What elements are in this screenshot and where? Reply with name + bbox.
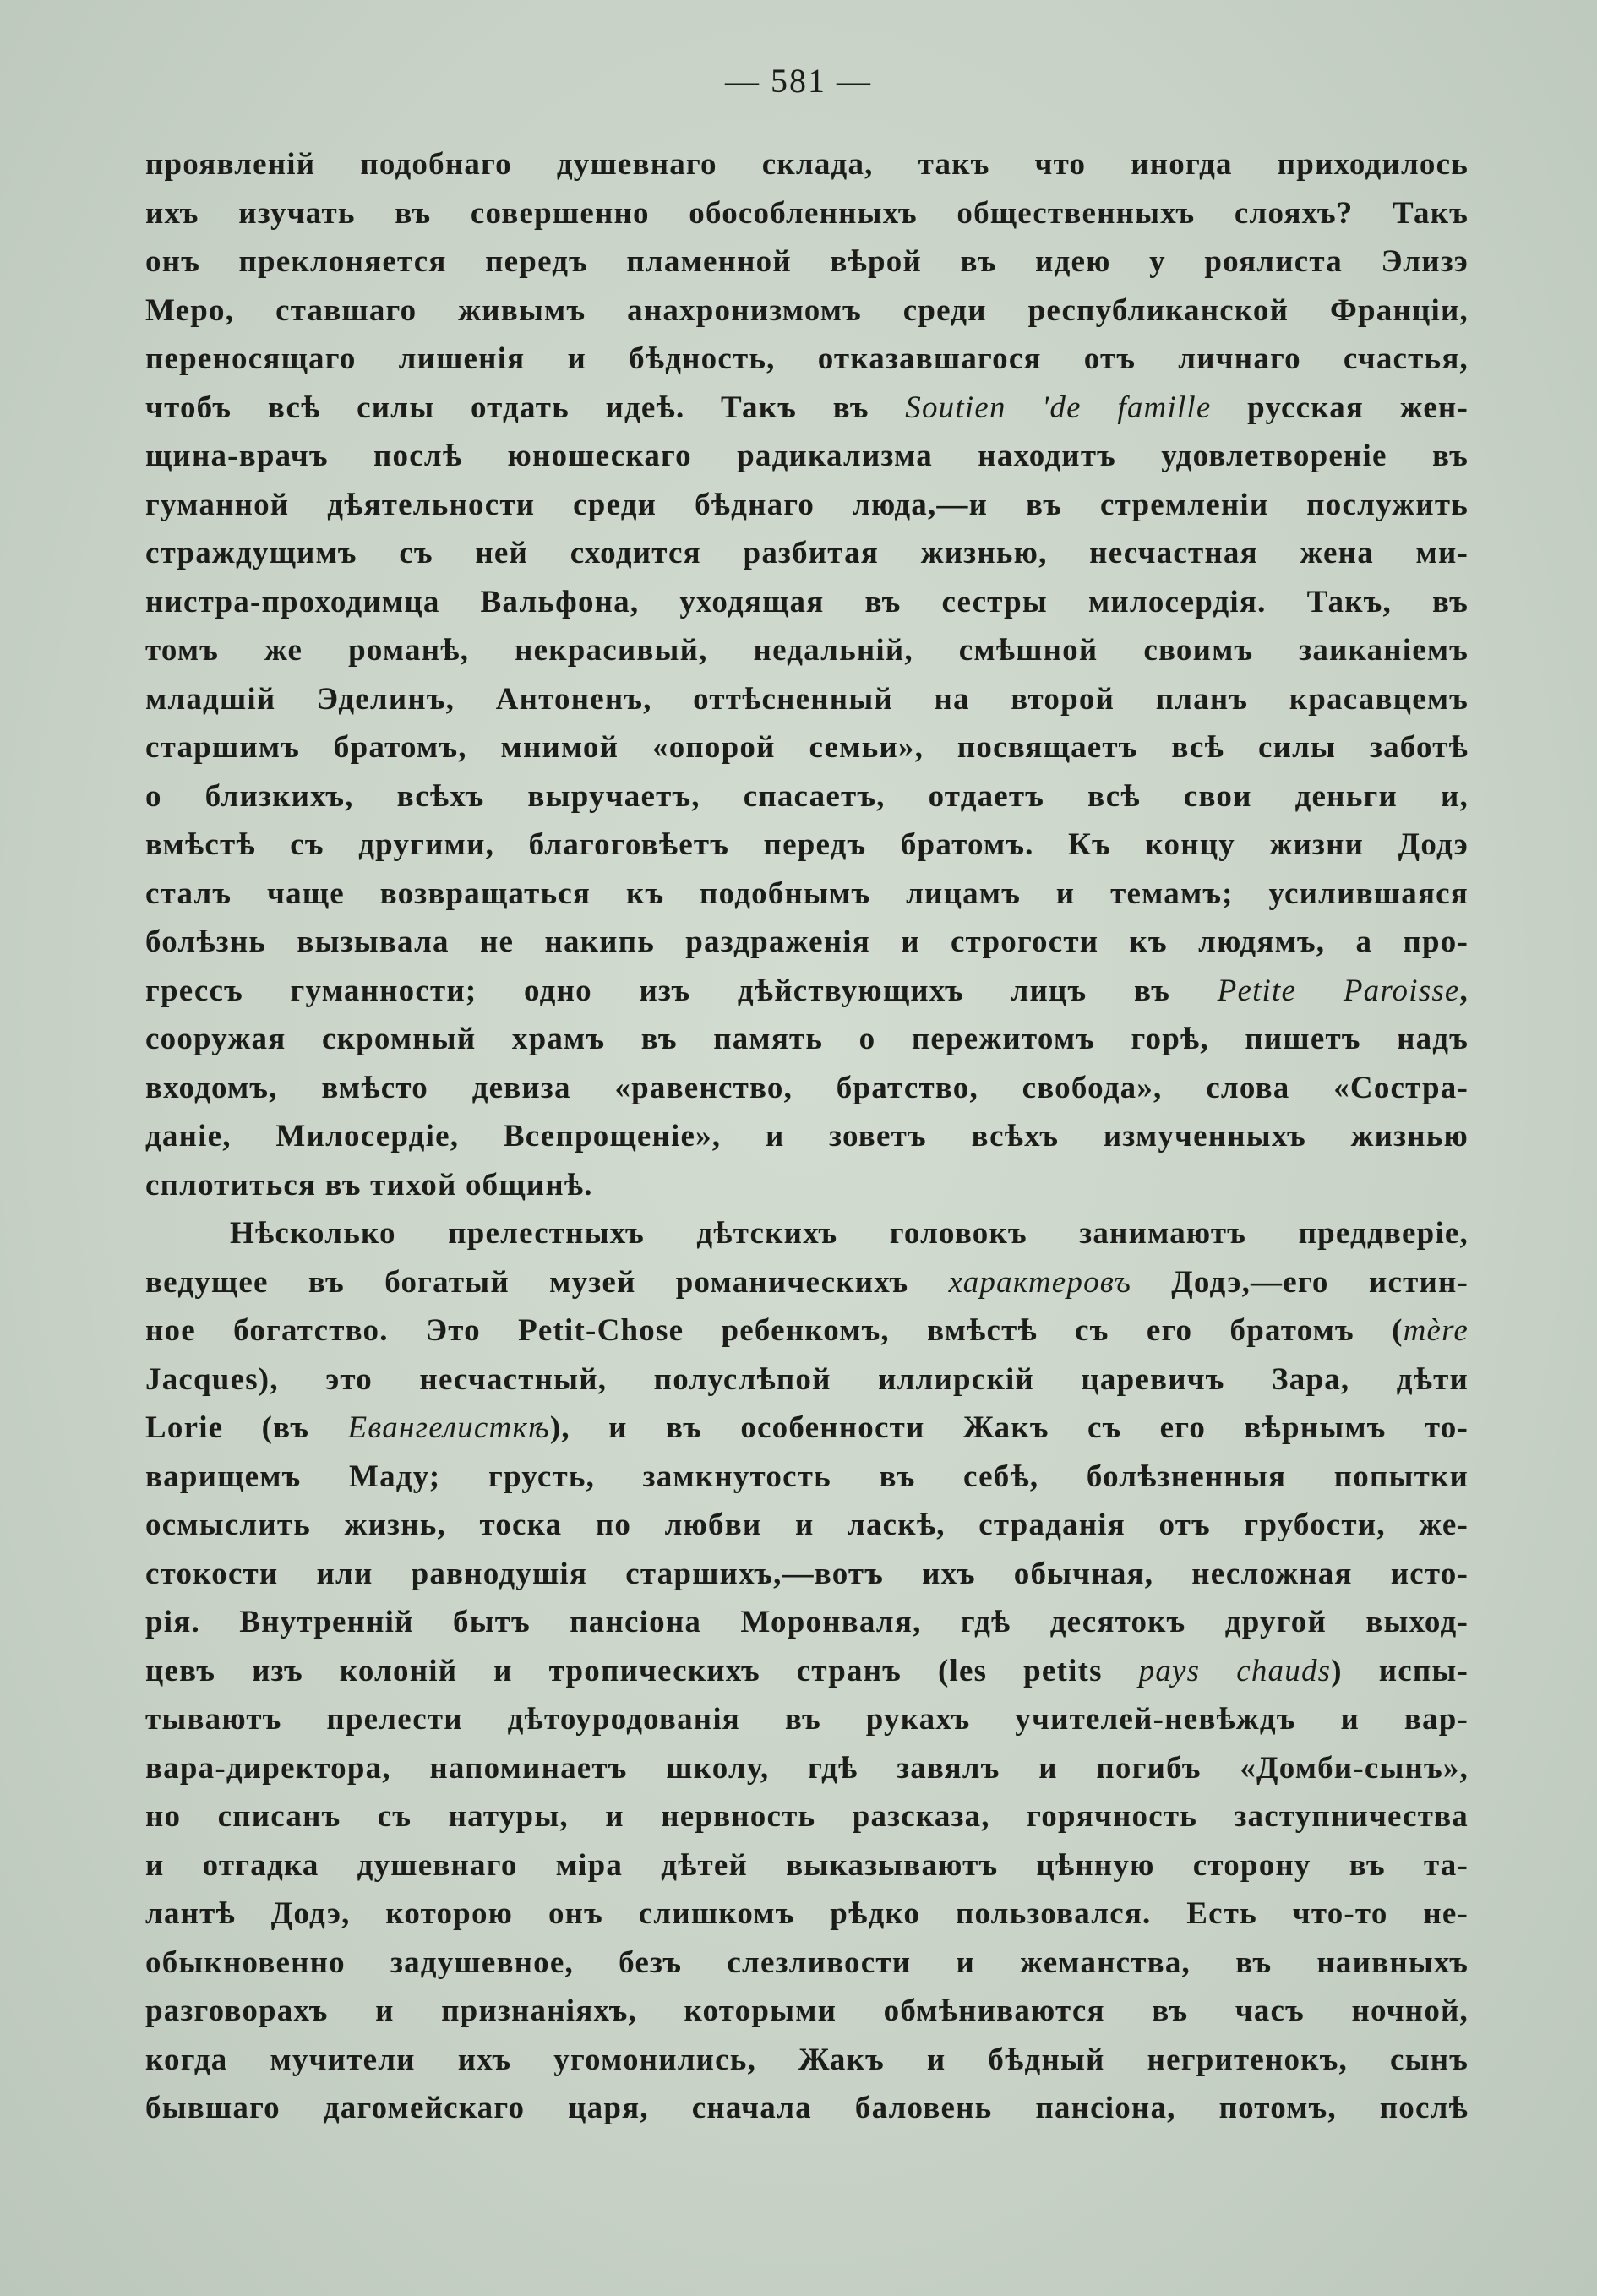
text-segment: гуманной дѣятельности среди бѣднаго люда,—и въ стремленіи послужить bbox=[145, 487, 1469, 522]
text-line bbox=[145, 1890, 1469, 1939]
text-segment: русская жен- bbox=[1211, 390, 1469, 425]
text-segment: цевъ изъ колоній и тропическихъ странъ (les petits bbox=[145, 1653, 1139, 1688]
text-line bbox=[145, 481, 1469, 530]
text-segment: сооружая скромный храмъ въ память о пережитомъ горѣ, пишетъ надъ bbox=[145, 1022, 1469, 1056]
text-segment: страждущимъ съ ней сходится разбитая жизнью, несчастная жена ми- bbox=[145, 536, 1469, 570]
text-line bbox=[145, 918, 1469, 967]
text-segment: осмыслить жизнь, тоска по любви и ласкѣ, страданія отъ грубости, же- bbox=[145, 1508, 1469, 1542]
text-line bbox=[145, 335, 1469, 384]
text-line bbox=[145, 821, 1469, 870]
text-line bbox=[145, 675, 1469, 724]
text-line bbox=[145, 870, 1469, 919]
paragraph bbox=[145, 140, 1469, 1209]
text-segment: ведущее въ богатый музей романическихъ bbox=[145, 1264, 949, 1300]
text-segment: обыкновенно задушевное, безъ слезливости и жеманства, въ наивныхъ bbox=[145, 1944, 1469, 1980]
text-line bbox=[145, 2084, 1469, 2133]
text-segment: , bbox=[1459, 973, 1469, 1008]
text-line bbox=[145, 578, 1469, 627]
text-segment: Нѣсколько прелестныхъ дѣтскихъ головокъ занимаютъ преддверіе, bbox=[230, 1216, 1469, 1251]
text-line bbox=[145, 723, 1469, 772]
body-text bbox=[145, 140, 1469, 2133]
text-segment: вмѣстѣ съ другими, благоговѣетъ передъ братомъ. Къ концу жизни Додэ bbox=[145, 827, 1469, 862]
text-line bbox=[145, 529, 1469, 578]
text-segment: Додэ,—его истин- bbox=[1131, 1264, 1469, 1300]
text-line bbox=[145, 1355, 1469, 1404]
text-segment: ), и въ особенности Жакъ съ его вѣрнымъ то- bbox=[549, 1410, 1469, 1445]
text-segment: нистра-проходимца Вальфона, уходящая въ сестры милосердія. Такъ, въ bbox=[145, 584, 1469, 619]
text-segment: лантѣ Додэ, которою онъ слишкомъ рѣдко пользовался. Есть что-то не- bbox=[145, 1896, 1469, 1931]
text-segment: входомъ, вмѣсто девиза «равенство, братство, свобода», слова «Состра- bbox=[145, 1070, 1469, 1105]
italic-title: Soutien 'de famille bbox=[905, 390, 1212, 425]
text-line bbox=[145, 1792, 1469, 1841]
text-line bbox=[145, 384, 1469, 433]
text-segment: вара-директора, напоминаетъ школу, гдѣ завялъ и погибъ «Домби-сынъ», bbox=[145, 1750, 1469, 1786]
page-number: — 581 — bbox=[725, 62, 872, 100]
text-segment: старшимъ братомъ, мнимой «опорой семьи», посвящаетъ всѣ силы заботѣ bbox=[145, 730, 1469, 765]
text-segment: ) испы- bbox=[1331, 1653, 1469, 1688]
text-line bbox=[145, 1695, 1469, 1744]
text-line bbox=[145, 1258, 1469, 1307]
italic-title: Petite Paroisse bbox=[1217, 973, 1460, 1008]
text-line bbox=[145, 2036, 1469, 2085]
text-segment: сплотиться въ тихой общинѣ. bbox=[145, 1167, 593, 1203]
text-line bbox=[145, 1939, 1469, 1988]
text-segment: Jacques), это несчастный, полуслѣпой иллирскій царевичъ Зара, дѣти bbox=[145, 1361, 1469, 1397]
text-line bbox=[145, 1453, 1469, 1502]
italic-title: mère bbox=[1403, 1313, 1469, 1348]
text-segment: проявленій подобнаго душевнаго склада, такъ что иногда приходилось bbox=[145, 147, 1469, 182]
text-line bbox=[145, 1209, 1469, 1258]
text-line bbox=[145, 1015, 1469, 1064]
text-line bbox=[145, 1550, 1469, 1599]
text-line bbox=[145, 1161, 1469, 1210]
text-segment: Lorie (въ bbox=[145, 1410, 348, 1445]
text-line bbox=[145, 286, 1469, 335]
text-segment: ихъ изучать въ совершенно обособленныхъ общественныхъ слояхъ? Такъ bbox=[145, 195, 1469, 231]
text-segment: разговорахъ и признаніяхъ, которыми обмѣниваются въ часъ ночной, bbox=[145, 1993, 1469, 2028]
text-segment: младшій Эделинъ, Антоненъ, оттѣсненный на второй планъ красавцемъ bbox=[145, 681, 1469, 717]
paragraph bbox=[145, 1209, 1469, 2133]
text-segment: Меро, ставшаго живымъ анахронизмомъ среди республиканской Франціи, bbox=[145, 292, 1469, 328]
italic-title: pays chauds bbox=[1138, 1653, 1332, 1688]
text-segment: рія. Внутренній бытъ пансіона Моронваля, гдѣ десятокъ другой выход- bbox=[145, 1605, 1469, 1639]
text-line bbox=[145, 189, 1469, 238]
text-line bbox=[145, 432, 1469, 481]
text-segment: и отгадка душевнаго міра дѣтей выказываютъ цѣнную сторону въ та- bbox=[145, 1847, 1469, 1883]
text-segment: но списанъ съ натуры, и нервность разсказа, горячность заступничества bbox=[145, 1799, 1469, 1834]
text-segment: когда мучители ихъ угомонились, Жакъ и бѣдный негритенокъ, сынъ bbox=[145, 2042, 1469, 2077]
text-line bbox=[145, 967, 1469, 1016]
text-segment: переносящаго лишенія и бѣдность, отказавшагося отъ личнаго счастья, bbox=[145, 341, 1469, 376]
text-segment: болѣзнь вызывала не накипь раздраженія и строгости къ людямъ, а про- bbox=[145, 924, 1469, 959]
text-line bbox=[145, 626, 1469, 675]
text-segment: бывшаго дагомейскаго царя, сначала баловень пансіона, потомъ, послѣ bbox=[145, 2091, 1469, 2125]
italic-title: Евангелисткѣ bbox=[347, 1410, 550, 1445]
text-line bbox=[145, 1647, 1469, 1696]
text-segment: сталъ чаще возвращаться къ подобнымъ лицамъ и темамъ; усилившаяся bbox=[145, 875, 1469, 911]
text-segment: варищемъ Маду; грусть, замкнутость въ себѣ, болѣзненныя попытки bbox=[145, 1459, 1469, 1494]
text-segment: о близкихъ, всѣхъ выручаетъ, спасаетъ, отдаетъ всѣ свои деньги и, bbox=[145, 778, 1469, 814]
text-segment: чтобъ всѣ силы отдать идеѣ. Такъ въ bbox=[145, 390, 906, 425]
italic-title: характеровъ bbox=[948, 1264, 1131, 1300]
text-line bbox=[145, 1306, 1469, 1355]
text-line bbox=[145, 237, 1469, 286]
text-line bbox=[145, 772, 1469, 821]
text-segment: стокости или равнодушія старшихъ,—вотъ ихъ обычная, несложная исто- bbox=[145, 1556, 1469, 1591]
text-segment: ное богатство. Это Petit-Chose ребенкомъ, вмѣстѣ съ его братомъ ( bbox=[145, 1313, 1404, 1348]
text-line bbox=[145, 1501, 1469, 1550]
text-line bbox=[145, 1987, 1469, 2036]
text-segment: онъ преклоняется передъ пламенной вѣрой въ идею у роялиста Элизэ bbox=[145, 244, 1469, 279]
text-line bbox=[145, 1598, 1469, 1647]
text-line bbox=[145, 1841, 1469, 1890]
text-line bbox=[145, 1404, 1469, 1453]
text-line bbox=[145, 1064, 1469, 1113]
text-segment: тываютъ прелести дѣтоуродованія въ рукахъ учителей-невѣждъ и вар- bbox=[145, 1702, 1469, 1737]
text-line bbox=[145, 140, 1469, 189]
text-segment: щина-врачъ послѣ юношескаго радикализма находитъ удовлетвореніе въ bbox=[145, 439, 1469, 473]
text-line bbox=[145, 1112, 1469, 1161]
text-segment: томъ же романѣ, некрасивый, недальній, смѣшной своимъ заиканіемъ bbox=[145, 633, 1469, 668]
text-segment: грессъ гуманности; одно изъ дѣйствующихъ лицъ въ bbox=[145, 973, 1218, 1008]
text-line bbox=[145, 1744, 1469, 1793]
text-segment: даніе, Милосердіе, Всепрощеніе», и зоветъ всѣхъ измученныхъ жизнью bbox=[145, 1119, 1469, 1153]
